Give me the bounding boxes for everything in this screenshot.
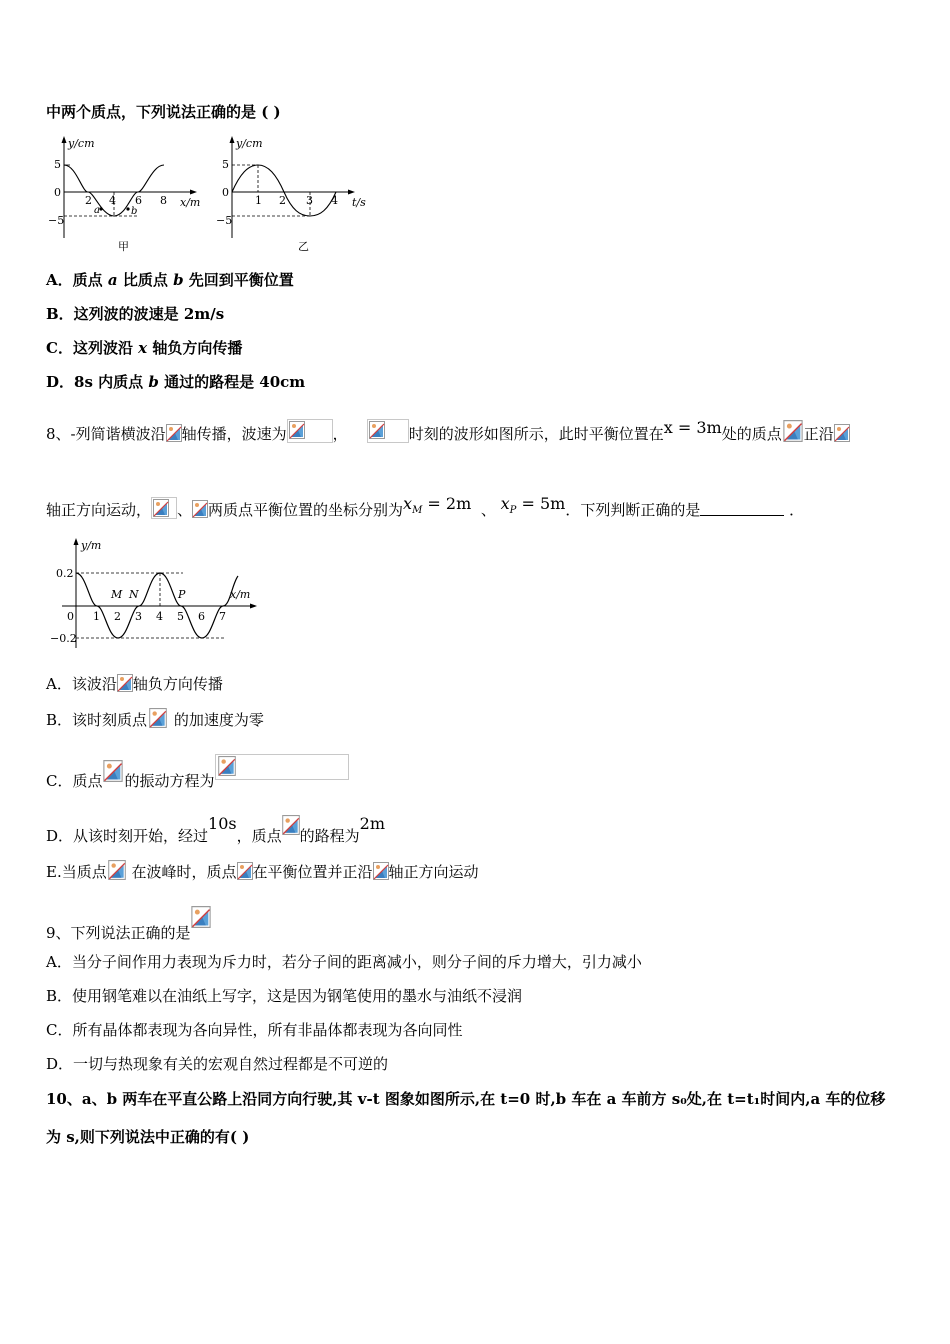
q7-left-point-a: a [94, 205, 100, 216]
q7-right-ytick: 0 [222, 186, 229, 199]
q7-figure-vibration [214, 134, 374, 254]
q8-ytick-top: 0.2 [56, 567, 74, 580]
q7-right-ytick: 5 [222, 158, 229, 171]
q8-figure-wave [48, 536, 264, 656]
q8-origin: 0 [67, 610, 74, 623]
q8-option-d: D．从该时刻开始，经过10s，质点 的路程为2m [46, 814, 385, 845]
broken-image-icon [192, 500, 208, 518]
math-xp: $x_P = 5m$ [500, 494, 566, 517]
q7-figure-wave [46, 134, 206, 254]
q7-left-caption: 甲 [118, 240, 129, 253]
broken-image-icon [217, 756, 237, 776]
q7-stem: 中两个质点，下列说法正确的是 ( ) [46, 103, 281, 121]
broken-image-icon [147, 708, 169, 728]
q9-option-d: D．一切与热现象有关的宏观自然过程都是不可逆的 [46, 1055, 389, 1073]
broken-image-icon [282, 815, 300, 835]
broken-image-icon [834, 424, 850, 442]
answer-blank[interactable] [700, 501, 784, 516]
q8-stem-line1: 8、-列简谐横波沿 轴传播，波速为 ， 时刻的波形如图所示，此时平衡位置在x = 3m处的质点 正沿 [46, 418, 850, 444]
q8-option-b: B．该时刻质点 的加速度为零 [46, 708, 264, 730]
q8-point-n: N [129, 588, 139, 601]
math-xm: $x_M = 2m$ [403, 494, 472, 517]
broken-image-icon [117, 674, 133, 692]
q7-left-ylabel: y/cm [68, 137, 95, 150]
q9-option-b: B．使用钢笔难以在油纸上写字，这是因为钢笔使用的墨水与油纸不浸润 [46, 987, 523, 1005]
q7-right-xtick: 1 [255, 194, 262, 207]
q8-xtick: 5 [177, 610, 184, 623]
q7-right-xlabel: t/s [352, 196, 366, 209]
q8-ytick-bot: −0.2 [50, 632, 77, 645]
q9-option-a: A．当分子间作用力表现为斥力时，若分子间的距离减小，则分子间的斥力增大，引力减小 [46, 953, 642, 971]
q9-option-c: C．所有晶体都表现为各向异性，所有非晶体都表现为各向同性 [46, 1021, 463, 1039]
q7-right-xtick: 4 [331, 194, 338, 207]
broken-image-box [151, 497, 177, 519]
q8-point-m: M [111, 588, 123, 601]
q8-option-c: C．质点 的振动方程为 [46, 754, 349, 791]
broken-image-icon [191, 906, 211, 928]
q7-left-xtick: 8 [160, 194, 167, 207]
q7-left-xtick: 4 [109, 194, 116, 207]
q8-xtick: 2 [114, 610, 121, 623]
q8-option-e: E.当质点 在波峰时，质点 在平衡位置并正沿 轴正方向运动 [46, 860, 479, 882]
q8-stem-line2: 轴正方向运动， 、 两质点平衡位置的坐标分别为$x_M = 2m$ 、 $x_P = 5m$．下列判断正确的是 ． [46, 494, 804, 521]
broken-image-icon [107, 860, 127, 880]
q7-right-ytick: −5 [216, 214, 233, 227]
q8-xtick: 1 [93, 610, 100, 623]
q7-left-xtick: 2 [85, 194, 92, 207]
q10-stem-line1: 10、a、b 两车在平直公路上沿同方向行驶,其 v-t 图象如图所示,在 t=0 时,b 车在 a 车前方 s₀处,在 t=t₁时间内,a 车的位移 [46, 1090, 886, 1108]
broken-image-box [287, 419, 333, 443]
q8-xtick: 3 [135, 610, 142, 623]
broken-image-icon [373, 862, 389, 880]
q7-option-a: A．质点 a 比质点 b 先回到平衡位置 [46, 271, 294, 289]
q7-right-xtick: 2 [279, 194, 286, 207]
broken-image-icon [369, 421, 385, 439]
q7-right-ylabel: y/cm [236, 137, 263, 150]
q8-option-a: A．该波沿 轴负方向传播 [46, 675, 223, 693]
q7-right-xtick: 3 [306, 194, 313, 207]
q7-option-b: B．这列波的波速是 2m/s [46, 305, 225, 323]
broken-image-box [367, 419, 409, 443]
q7-option-d: D．8s 内质点 b 通过的路程是 40cm [46, 373, 306, 391]
q8-xtick: 4 [156, 610, 163, 623]
q8-xtick: 7 [219, 610, 226, 623]
q7-option-c: C．这列波沿 x 轴负方向传播 [46, 339, 243, 357]
q7-left-xlabel: x/m [180, 196, 201, 209]
q10-stem-line2: 为 s,则下列说法中正确的有( ) [46, 1128, 250, 1146]
q8-xtick: 6 [198, 610, 205, 623]
broken-image-icon [782, 420, 804, 442]
q7-left-ytick: 5 [54, 158, 61, 171]
q9-stem: 9、下列说法正确的是 [46, 906, 211, 943]
broken-image-icon [102, 760, 124, 782]
q7-left-point-b: b [131, 206, 138, 217]
broken-image-icon [237, 862, 253, 880]
q7-left-ytick: 0 [54, 186, 61, 199]
q8-xlabel: x/m [230, 588, 251, 601]
q8-point-p: P [178, 588, 186, 601]
q7-right-caption: 乙 [298, 240, 309, 253]
broken-image-icon [166, 424, 182, 442]
broken-image-icon [289, 421, 305, 439]
q7-left-ytick: −5 [48, 214, 65, 227]
broken-image-box [215, 754, 349, 780]
q8-ylabel: y/m [81, 539, 102, 552]
q7-left-xtick: 6 [135, 194, 142, 207]
math-x-eq-3m: x = 3m [663, 418, 722, 437]
broken-image-icon [153, 499, 169, 517]
